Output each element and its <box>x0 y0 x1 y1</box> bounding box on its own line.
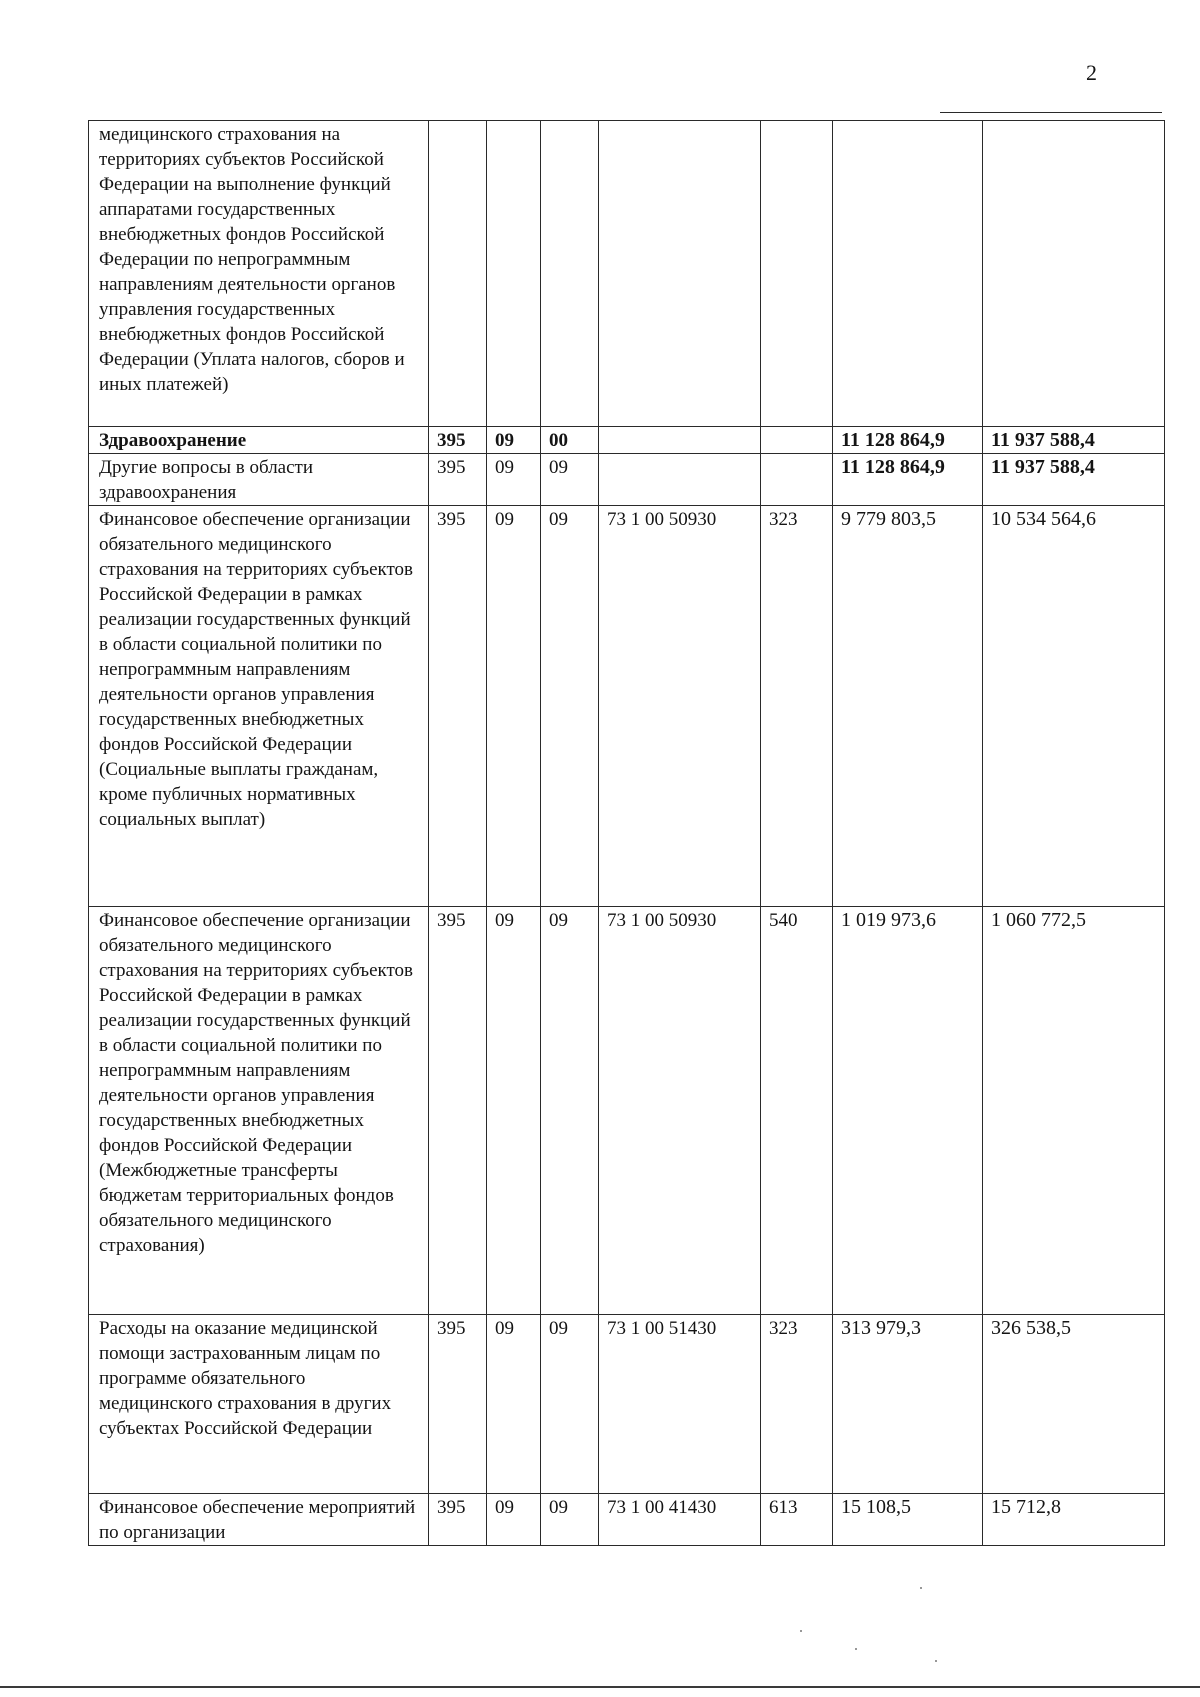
subsection-code-cell: 09 <box>541 1315 599 1494</box>
table-body <box>89 121 1165 1546</box>
target-article-cell: 73 1 00 50930 <box>599 506 761 907</box>
table-row <box>89 506 1165 907</box>
subsection-code-cell <box>541 121 599 427</box>
row-description: Финансовое обеспечение организации обязательного медицинского страхования на территориях субъектов Российской Федерации в рамках реализации государственных функций в области социальной политики по непрограммным направлениям деятельности органов управления государственных внебюджетных фондов Российской Федерации (Межбюджетные трансферты бюджетам территориальных фондов обязательного медицинского страхования) <box>89 907 429 1315</box>
row-description: Финансовое обеспечение организации обязательного медицинского страхования на территориях субъектов Российской Федерации в рамках реализации государственных функций в области социальной политики по непрограммным направлениям деятельности органов управления государственных внебюджетных фондов Российской Федерации (Социальные выплаты гражданам, кроме публичных нормативных социальных выплат) <box>89 506 429 907</box>
sum-year-1-cell: 11 128 864,9 <box>833 454 983 506</box>
section-code-cell: 09 <box>487 506 541 907</box>
scan-speck <box>920 1587 922 1589</box>
admin-code-cell <box>429 121 487 427</box>
row-description: Финансовое обеспечение мероприятий по организации <box>89 1494 429 1546</box>
admin-code-cell: 395 <box>429 1494 487 1546</box>
admin-code-cell: 395 <box>429 454 487 506</box>
table-row <box>89 454 1165 506</box>
sum-year-2-cell: 10 534 564,6 <box>983 506 1165 907</box>
expense-type-cell: 323 <box>761 1315 833 1494</box>
section-code-cell: 09 <box>487 427 541 454</box>
target-article-cell: 73 1 00 50930 <box>599 907 761 1315</box>
sum-year-1-cell: 15 108,5 <box>833 1494 983 1546</box>
row-description: Другие вопросы в области здравоохранения <box>89 454 429 506</box>
row-description: Здравоохранение <box>89 427 429 454</box>
row-description: медицинского страхования на территориях субъектов Российской Федерации на выполнение функций аппаратами государственных внебюджетных фондов Российской Федерации по непрограммным направлениям деятельности органов управления государственных внебюджетных фондов Российской Федерации (Уплата налогов, сборов и иных платежей) <box>89 121 429 427</box>
admin-code-cell: 395 <box>429 506 487 907</box>
scan-speck <box>935 1660 937 1662</box>
table-row <box>89 1315 1165 1494</box>
table-row <box>89 427 1165 454</box>
target-article-cell: 73 1 00 51430 <box>599 1315 761 1494</box>
target-article-cell <box>599 454 761 506</box>
admin-code-cell: 395 <box>429 907 487 1315</box>
sum-year-2-cell <box>983 121 1165 427</box>
sum-year-1-cell: 313 979,3 <box>833 1315 983 1494</box>
expense-type-cell: 540 <box>761 907 833 1315</box>
target-article-cell <box>599 121 761 427</box>
sum-year-2-cell: 326 538,5 <box>983 1315 1165 1494</box>
subsection-code-cell: 09 <box>541 506 599 907</box>
section-code-cell: 09 <box>487 454 541 506</box>
scan-speck <box>800 1630 802 1632</box>
row-description: Расходы на оказание медицинской помощи застрахованным лицам по программе обязательного медицинского страхования в других субъектах Российской Федерации <box>89 1315 429 1494</box>
sum-year-2-cell: 11 937 588,4 <box>983 427 1165 454</box>
table-row <box>89 907 1165 1315</box>
expense-type-cell <box>761 454 833 506</box>
sum-year-1-cell: 9 779 803,5 <box>833 506 983 907</box>
target-article-cell: 73 1 00 41430 <box>599 1494 761 1546</box>
admin-code-cell: 395 <box>429 1315 487 1494</box>
section-code-cell <box>487 121 541 427</box>
admin-code-cell: 395 <box>429 427 487 454</box>
expense-type-cell: 323 <box>761 506 833 907</box>
budget-table <box>88 120 1165 1546</box>
page-number: 2 <box>1086 60 1097 85</box>
subsection-code-cell: 09 <box>541 454 599 506</box>
scan-speck <box>855 1648 857 1650</box>
sum-year-2-cell: 15 712,8 <box>983 1494 1165 1546</box>
sum-year-1-cell <box>833 121 983 427</box>
section-code-cell: 09 <box>487 1315 541 1494</box>
sum-year-2-cell: 1 060 772,5 <box>983 907 1165 1315</box>
bottom-rule <box>0 1686 1200 1688</box>
expense-type-cell <box>761 121 833 427</box>
table-row <box>89 1494 1165 1546</box>
expense-type-cell <box>761 427 833 454</box>
table-row <box>89 121 1165 427</box>
expense-type-cell: 613 <box>761 1494 833 1546</box>
sum-year-1-cell: 1 019 973,6 <box>833 907 983 1315</box>
section-code-cell: 09 <box>487 907 541 1315</box>
subsection-code-cell: 09 <box>541 1494 599 1546</box>
top-rule <box>940 112 1162 113</box>
target-article-cell <box>599 427 761 454</box>
sum-year-1-cell: 11 128 864,9 <box>833 427 983 454</box>
subsection-code-cell: 09 <box>541 907 599 1315</box>
subsection-code-cell: 00 <box>541 427 599 454</box>
section-code-cell: 09 <box>487 1494 541 1546</box>
sum-year-2-cell: 11 937 588,4 <box>983 454 1165 506</box>
